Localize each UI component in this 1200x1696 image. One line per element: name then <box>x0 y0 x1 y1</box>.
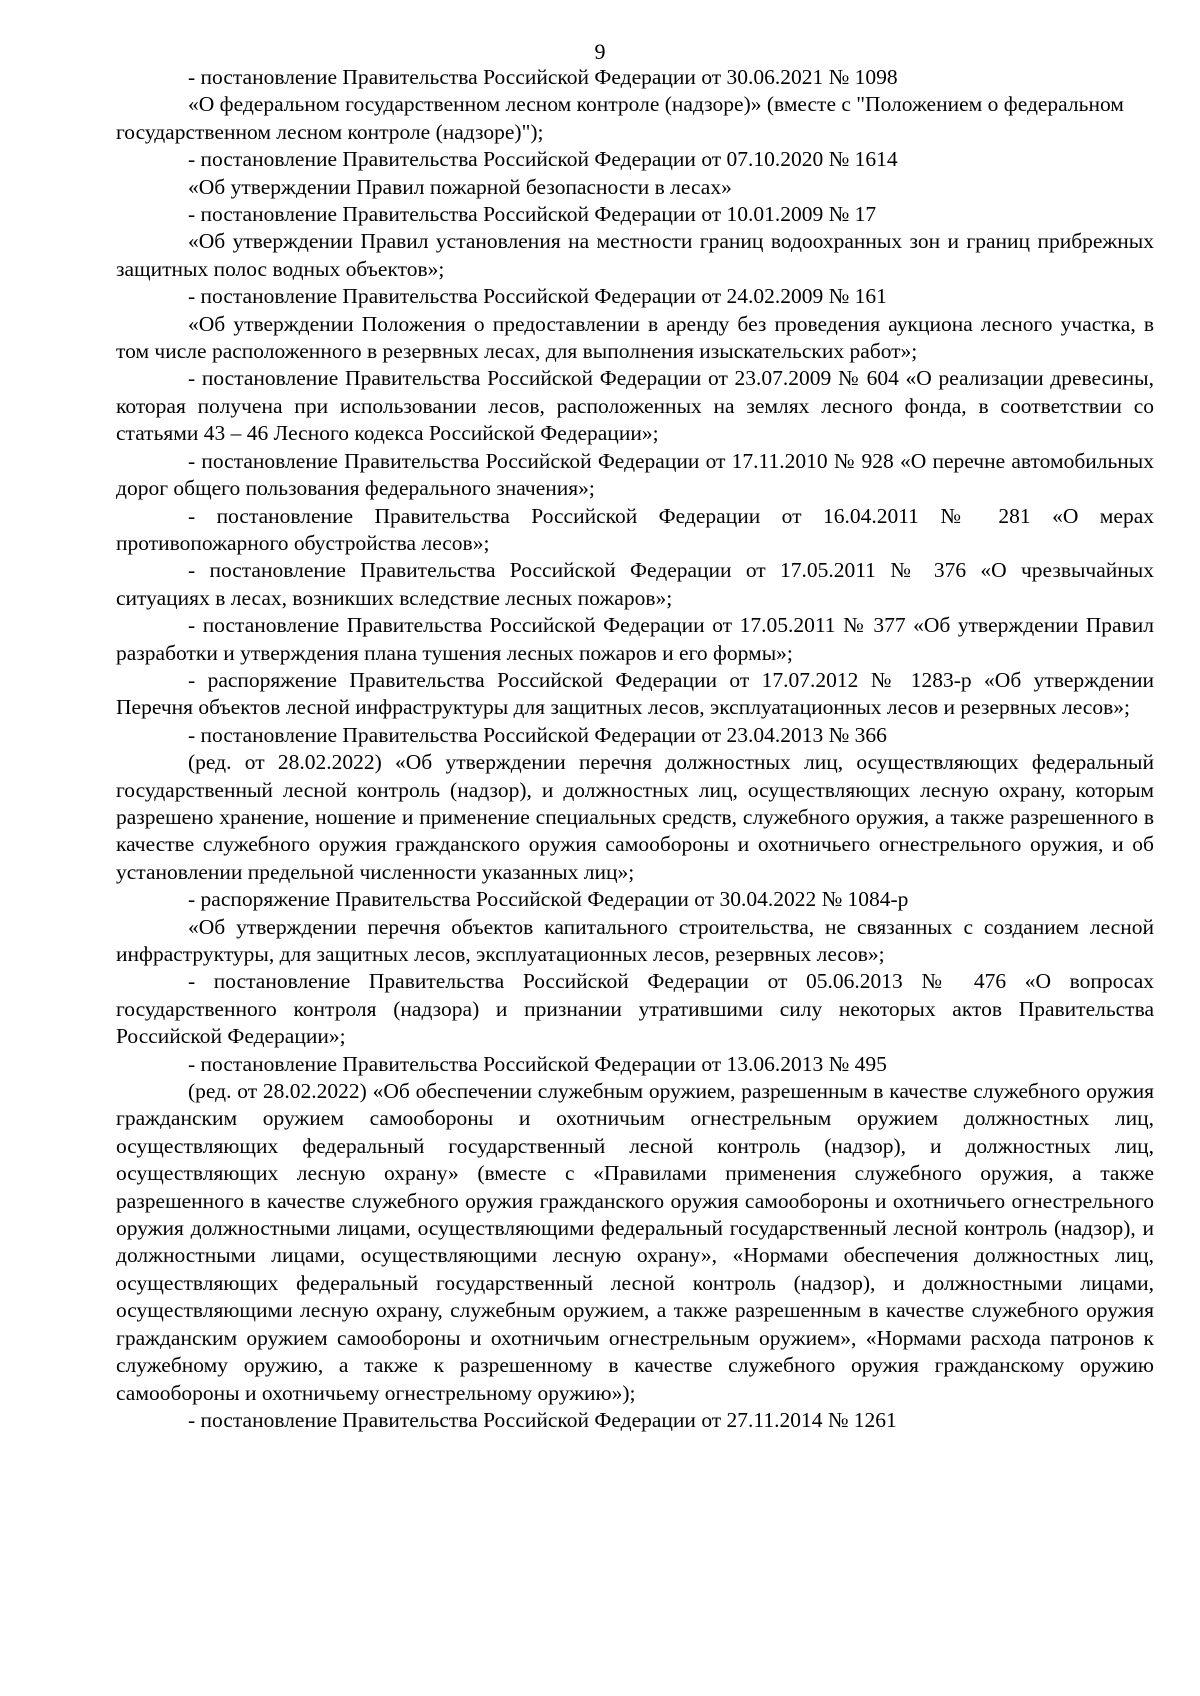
paragraph-12: - постановление Правительства Российской Федерации от 17.05.2011 № 376 «О чрезвычайных ситуациях в лесах, возникших вследствие лесных пожаров»; <box>116 558 1154 610</box>
paragraph-3: - постановление Правительства Российской Федерации от 07.10.2020 № 1614 <box>188 147 898 172</box>
paragraph-15: - постановление Правительства Российской Федерации от 23.04.2013 № 366 <box>188 722 887 747</box>
paragraph-7: - постановление Правительства Российской Федерации от 24.02.2009 № 161 <box>188 284 887 309</box>
paragraph-2: «О федеральном государственном лесном контроле (надзоре)» (вместе с "Положением о федеральном государственном лесном контроле (надзоре)"); <box>116 92 1124 144</box>
paragraph-20: - постановление Правительства Российской Федерации от 13.06.2013 № 495 <box>188 1051 887 1076</box>
paragraph-16: (ред. от 28.02.2022) «Об утверждении перечня должностных лиц, осуществляющих федеральный государственный лесной контроль (надзор), и должностных лиц, осуществляющих лесную охрану, которым разрешено хранение, ношение и применение специальных средств, служебного оружия, а также разрешенного в качестве служебного оружия гражданского оружия самообороны и охотничьего огнестрельного оружия, и об установлении предельной численности указанных лиц»; <box>116 750 1154 884</box>
paragraph-8: «Об утверждении Положения о предоставлении в аренду без проведения аукциона лесного участка, в том числе расположенного в резервных лесах, для выполнения изыскательских работ»; <box>116 311 1154 364</box>
paragraph-18: «Об утверждении перечня объектов капитального строительства, не связанных с созданием лесной инфраструктуры, для защитных лесов, эксплуатационных лесов, резервных лесов»; <box>116 914 1154 966</box>
paragraph-19: - постановление Правительства Российской Федерации от 05.06.2013 № 476 «О вопросах государственного контроля (надзора) и признании утратившими силу некоторых актов Правительства Российской Федерации»; <box>116 969 1154 1049</box>
paragraph-10: - постановление Правительства Российской Федерации от 17.11.2010 № 928 «О перечне автомобильных дорог общего пользования федерального значения»; <box>116 448 1154 501</box>
paragraph-1: - постановление Правительства Российской Федерации от 30.06.2021 № 1098 <box>188 65 898 89</box>
paragraph-14: - распоряжение Правительства Российской Федерации от 17.07.2012 № 1283-р «Об утверждении Перечня объектов лесной инфраструктуры для защитных лесов, эксплуатационных лесов и резервных лесов»; <box>116 667 1154 720</box>
paragraph-5: - постановление Правительства Российской Федерации от 10.01.2009 № 17 <box>188 202 877 227</box>
document-body <box>116 64 1154 1434</box>
paragraph-6: «Об утверждении Правил установления на местности границ водоохранных зон и границ прибрежных защитных полос водных объектов»; <box>116 229 1154 281</box>
paragraph-4: «Об утверждении Правил пожарной безопасности в лесах» <box>188 174 732 199</box>
paragraph-11: - постановление Правительства Российской Федерации от 16.04.2011 № 281 «О мерах противопожарного обустройства лесов»; <box>116 503 1154 555</box>
page-number: 9 <box>594 39 606 64</box>
paragraph-9: - постановление Правительства Российской Федерации от 23.07.2009 № 604 «О реализации древесины, которая получена при использовании лесов, расположенных на землях лесного фонда, в соответствии со статьями 43 – 46 Лесного кодекса Российской Федерации»; <box>116 366 1154 446</box>
paragraph-13: - постановление Правительства Российской Федерации от 17.05.2011 № 377 «Об утверждении Правил разработки и утверждения плана тушения лесных пожаров и его формы»; <box>116 613 1154 665</box>
paragraph-22: - постановление Правительства Российской Федерации от 27.11.2014 № 1261 <box>188 1407 897 1432</box>
paragraph-17: - распоряжение Правительства Российской Федерации от 30.04.2022 № 1084-р <box>188 887 909 912</box>
paragraph-21: (ред. от 28.02.2022) «Об обеспечении служебным оружием, разрешенным в качестве служебного оружия гражданским оружием самообороны и охотничьим огнестрельным оружием должностных лиц, осуществляющих федеральный государственный лесной контроль (надзор), и должностных лиц, осуществляющих лесную охрану» (вместе с «Правилами применения служебного оружия, а также разрешенного в качестве служебного оружия гражданского оружия самообороны и охотничьего огнестрельного оружия должностными лицами, осуществляющими федеральный государственный лесной контроль (надзор), и должностными лицами, осуществляющими лесную охрану», «Нормами обеспечения должностных лиц, осуществляющих федеральный государственный лесной контроль (надзор), и должностными лицами, осуществляющими лесную охрану, служебным оружием, а также разрешенным в качестве служебного оружия гражданским оружием самообороны и охотничьим огнестрельным оружием», «Нормами расхода патронов к служебному оружию, а также к разрешенному в качестве служебного оружия гражданскому оружию самообороны и охотничьему огнестрельному оружию»); <box>116 1079 1154 1405</box>
